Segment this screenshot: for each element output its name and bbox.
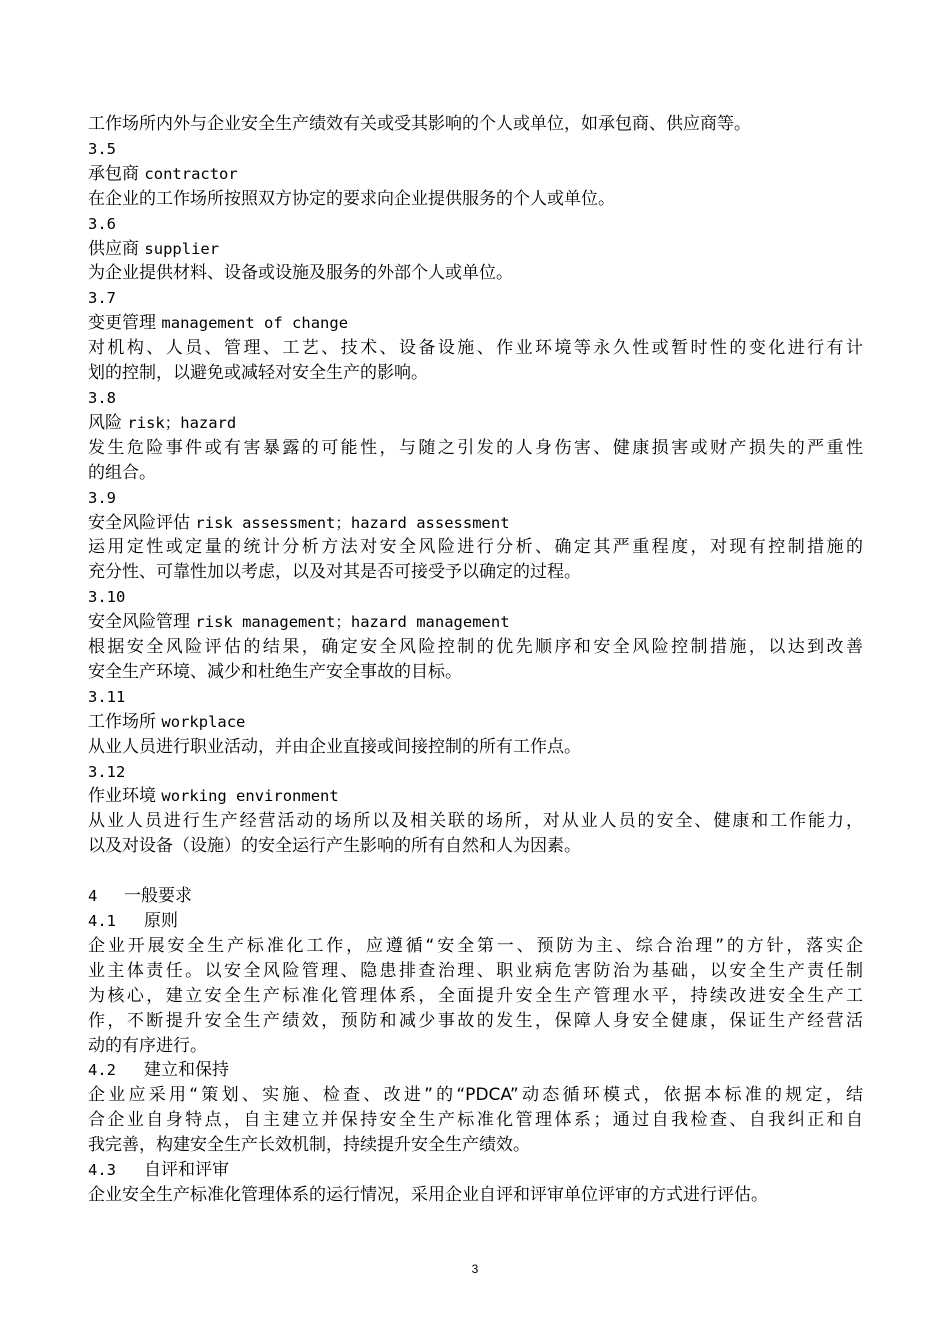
section-title: 建立和保持 (144, 1060, 229, 1081)
paragraph-line: 合企业自身特点，自主建立并保持安全生产标准化管理体系；通过自我检查、自我纠正和自 (88, 1110, 863, 1131)
term-entry (88, 411, 863, 436)
clause-number: 3.11 (88, 687, 126, 706)
section-number: 4.3 (88, 1161, 116, 1180)
section-heading (88, 1158, 863, 1183)
term-english: workplace (161, 712, 246, 731)
paragraph-line: 作，不断提升安全生产绩效，预防和减少事故的发生，保障人身安全健康，保证生产经营活 (88, 1010, 863, 1031)
clause-number: 3.12 (88, 762, 126, 781)
paragraph-line: 安全生产环境、减少和杜绝生产安全事故的目标。 (88, 661, 462, 682)
section-number: 4.2 (88, 1061, 116, 1080)
term-chinese: 承包商 (88, 163, 139, 184)
clause-number: 3.10 (88, 588, 126, 607)
term-english: risk assessment；hazard assessment (195, 513, 510, 532)
document-body (88, 112, 863, 1208)
term-english: contractor (144, 164, 238, 183)
paragraph-line: 我完善，构建安全生产长效机制，持续提升安全生产绩效。 (88, 1135, 530, 1156)
term-entry (88, 237, 863, 262)
term-entry (88, 511, 863, 536)
term-chinese: 工作场所 (88, 711, 156, 732)
paragraph-line: 以及对设备（设施）的安全运行产生影响的所有自然和人为因素。 (88, 836, 581, 857)
paragraph-line: 工作场所内外与企业安全生产绩效有关或受其影响的个人或单位，如承包商、供应商等。 (88, 114, 751, 134)
term-chinese: 变更管理 (88, 313, 156, 334)
paragraph-line: 业主体责任。以安全风险管理、隐患排查治理、职业病危害防治为基础，以安全生产责任制 (88, 960, 863, 981)
clause-number: 3.9 (88, 488, 116, 507)
term-chinese: 安全风险管理 (88, 612, 190, 633)
paragraph-line: 的组合。 (88, 462, 156, 483)
term-english: management of change (161, 314, 349, 333)
term-entry (88, 311, 863, 336)
term-english: supplier (144, 239, 220, 258)
term-entry (88, 162, 863, 187)
clause-number: 3.5 (88, 139, 116, 158)
paragraph-line: 为企业提供材料、设备或设施及服务的外部个人或单位。 (88, 263, 513, 284)
paragraph-line: 动的有序进行。 (88, 1035, 207, 1056)
term-chinese: 作业环境 (88, 786, 156, 807)
blank-line (88, 859, 863, 884)
paragraph-line: 划的控制，以避免或减轻对安全生产的影响。 (88, 363, 428, 384)
section-title: 原则 (144, 910, 178, 931)
section-number: 4 (88, 887, 98, 906)
term-chinese: 风险 (88, 412, 122, 433)
paragraph-line: 企业开展安全生产标准化工作，应遵循“安全第一、预防为主、综合治理”的方针，落实企 (88, 935, 863, 956)
section-heading (88, 909, 863, 934)
clause-number: 3.8 (88, 388, 116, 407)
clause-number: 3.7 (88, 289, 116, 308)
term-entry (88, 710, 863, 735)
paragraph-line: 根据安全风险评估的结果，确定安全风险控制的优先顺序和安全风险控制措施，以达到改善 (88, 637, 863, 658)
paragraph-line: 充分性、可靠性加以考虑，以及对其是否可接受予以确定的过程。 (88, 562, 581, 583)
page-number: 3 (471, 1262, 479, 1276)
paragraph-line: 运用定性或定量的统计分析方法对安全风险进行分析、确定其严重程度，对现有控制措施的 (88, 537, 863, 558)
term-entry (88, 784, 863, 809)
clause-number: 3.6 (88, 214, 116, 233)
paragraph-line: 从业人员进行职业活动，并由企业直接或间接控制的所有工作点。 (88, 736, 581, 757)
paragraph-line: 在企业的工作场所按照双方协定的要求向企业提供服务的个人或单位。 (88, 188, 615, 209)
paragraph-line: 企业应采用“策划、实施、检查、改进”的“PDCA”动态循环模式，依据本标准的规定，结 (88, 1085, 863, 1106)
section-heading (88, 884, 863, 909)
term-chinese: 供应商 (88, 238, 139, 259)
section-number: 4.1 (88, 911, 116, 930)
term-english: working environment (161, 787, 339, 806)
term-english: risk；hazard (127, 413, 237, 432)
paragraph-line: 从业人员进行生产经营活动的场所以及相关联的场所，对从业人员的安全、健康和工作能力， (88, 811, 863, 832)
paragraph-line: 企业安全生产标准化管理体系的运行情况，采用企业自评和评审单位评审的方式进行评估。 (88, 1184, 768, 1205)
paragraph-line: 对机构、人员、管理、工艺、技术、设备设施、作业环境等永久性或暂时性的变化进行有计 (88, 338, 863, 359)
term-entry (88, 610, 863, 635)
paragraph-line: 发生危险事件或有害暴露的可能性，与随之引发的人身伤害、健康损害或财产损失的严重性 (88, 437, 863, 458)
section-title: 一般要求 (124, 886, 192, 907)
paragraph-line: 为核心，建立安全生产标准化管理体系，全面提升安全生产管理水平，持续改进安全生产工 (88, 985, 863, 1006)
term-chinese: 安全风险评估 (88, 512, 190, 533)
term-english: risk management；hazard management (195, 613, 510, 632)
section-heading (88, 1058, 863, 1083)
section-title: 自评和评审 (144, 1160, 229, 1181)
